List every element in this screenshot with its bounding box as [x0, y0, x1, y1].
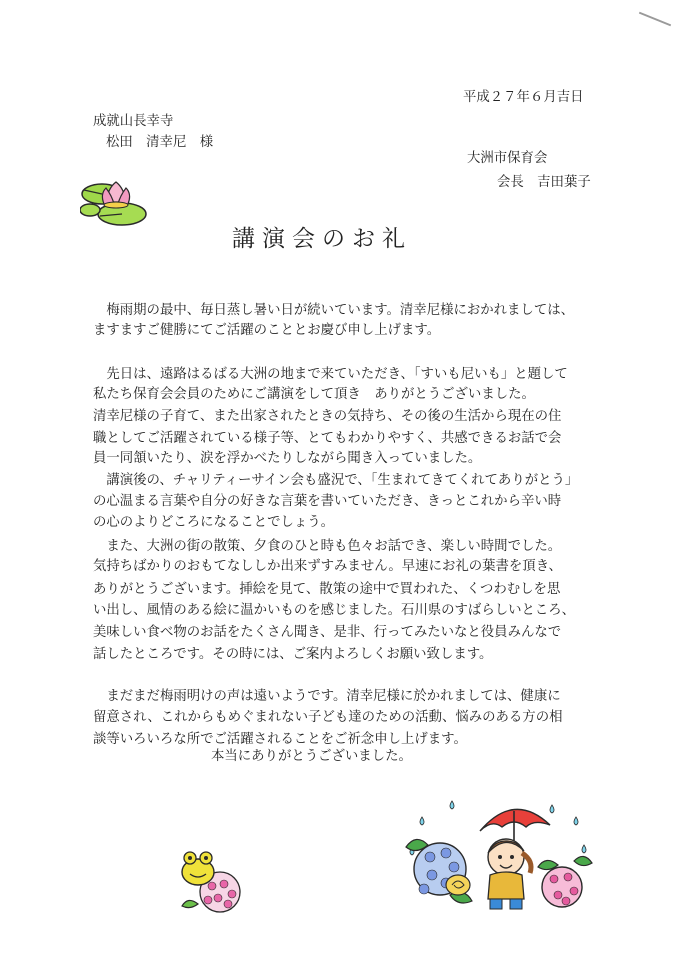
sender-person: 会長 吉田葉子	[497, 175, 591, 190]
frog-hydrangea-icon	[176, 848, 248, 914]
lotus-lily-pad-icon	[80, 176, 148, 228]
body-line: 話したところです。その時には、ご案内よろしくお願い致します。	[93, 647, 493, 662]
letter-title: 講演会のお礼	[232, 226, 412, 252]
page-fold-mark	[639, 12, 671, 27]
body-line: ますますご健勝にてご活躍のこととお慶び申し上げます。	[93, 323, 441, 338]
closing-line: 本当にありがとうございました。	[211, 749, 412, 764]
girl-umbrella-hydrangea-icon	[402, 795, 594, 915]
body-line: 気持ちばかりのおもてなししか出来ずすみません。早速にお礼の葉書を頂き、	[93, 559, 562, 574]
body-line: 講演後の、チャリティーサイン会も盛況で、「生まれてきてくれてありがとう」	[93, 473, 579, 488]
recipient-name: 松田 清幸尼 様	[106, 135, 214, 150]
sender-org: 大洲市保育会	[467, 151, 548, 166]
body-line: 私たち保育会会員のためにご講演をして頂き ありがとうございました。	[93, 387, 535, 402]
body-line: 職としてご活躍されている様子等、とてもわかりやすく、共感できるお話で会	[93, 431, 562, 446]
body-line: まだまだ梅雨明けの声は遠いようです。清幸尼様に於かれましては、健康に	[93, 689, 561, 704]
body-line: 員一同頷いたり、涙を浮かべたりしながら聞き入っていました。	[93, 451, 482, 466]
body-line: い出し、風情のある絵に温かいものを感じました。石川県のすばらしいところ、	[93, 603, 576, 618]
body-line: の心温まる言葉や自分の好きな言葉を書いていただき、きっとこれから辛い時	[93, 494, 562, 509]
body-line: の心のよりどころになることでしょう。	[93, 515, 335, 530]
recipient-temple: 成就山長幸寺	[93, 114, 174, 129]
body-line: 梅雨期の最中、毎日蒸し暑い日が続いています。清幸尼様におかれましては、	[93, 303, 574, 318]
body-line: また、大洲の街の散策、夕食のひと時も色々お話でき、楽しい時間でした。	[93, 539, 562, 554]
body-line: ありがとうございます。挿絵を見て、散策の途中で買われた、くつわむしを思	[93, 582, 561, 597]
body-line: 先日は、遠路はるばる大洲の地まで来ていただき、「すいも尼いも」と題して	[93, 367, 568, 382]
body-line: 留意され、これからもめぐまれない子ども達のための活動、悩みのある方の相	[93, 710, 563, 725]
body-line: 美味しい食べ物のお話をたくさん聞き、是非、行ってみたいなと役員みんなで	[93, 625, 562, 640]
body-line: 談等いろいろな所でご活躍されることをご祈念申し上げます。	[93, 732, 467, 747]
body-line: 清幸尼様の子育て、また出家されたときの気持ち、その後の生活から現在の住	[93, 409, 562, 424]
letter-date: 平成２７年６月吉日	[463, 90, 584, 105]
